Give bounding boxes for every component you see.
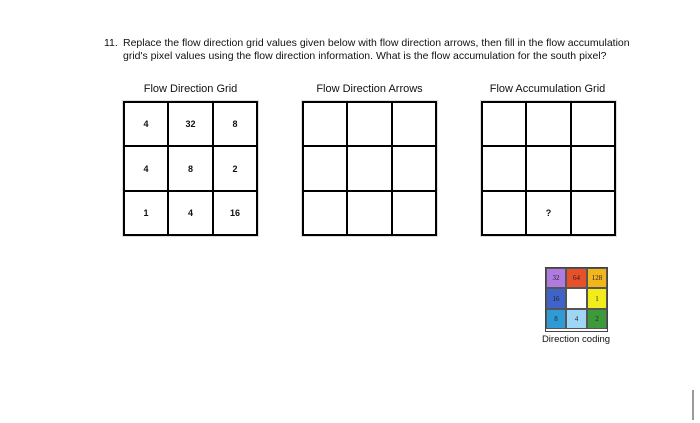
legend-cell-center bbox=[566, 288, 587, 309]
question bbox=[104, 37, 652, 63]
accumulation-cell[interactable] bbox=[571, 191, 615, 235]
direction-coding-legend bbox=[545, 267, 608, 332]
question-number: 11. bbox=[104, 37, 118, 49]
flow-accumulation-grid bbox=[481, 101, 616, 236]
legend-cell-northwest: 32 bbox=[546, 268, 566, 288]
flow-direction-grid bbox=[123, 101, 258, 236]
legend-cell-east: 1 bbox=[587, 288, 607, 309]
grid-cell: 16 bbox=[213, 191, 257, 235]
arrow-cell[interactable] bbox=[392, 146, 436, 191]
arrow-cell[interactable] bbox=[347, 146, 392, 191]
arrow-cell[interactable] bbox=[303, 102, 347, 146]
arrow-cell[interactable] bbox=[303, 146, 347, 191]
flow-direction-arrows-grid bbox=[302, 101, 437, 236]
accumulation-cell[interactable] bbox=[482, 146, 526, 191]
accumulation-cell[interactable] bbox=[482, 102, 526, 146]
legend-cell-north: 64 bbox=[566, 268, 587, 288]
arrow-cell[interactable] bbox=[392, 191, 436, 235]
scrollbar-thumb[interactable] bbox=[692, 390, 694, 420]
grid-cell: 4 bbox=[124, 102, 168, 146]
legend-cell-west: 16 bbox=[546, 288, 566, 309]
grid-cell: 8 bbox=[168, 146, 213, 191]
question-text: Replace the flow direction grid values given below with flow direction arrows, then fill in the flow accumulation grid's pixel values using the flow direction information. What is the flow accumulation for the south pixel? bbox=[123, 37, 630, 62]
legend-cell-south: 4 bbox=[566, 309, 587, 329]
accumulation-cell[interactable] bbox=[571, 146, 615, 191]
accumulation-cell[interactable] bbox=[526, 146, 571, 191]
accumulation-cell[interactable] bbox=[526, 102, 571, 146]
accumulation-cell[interactable] bbox=[482, 191, 526, 235]
grid-cell: 8 bbox=[213, 102, 257, 146]
grid-cell: 4 bbox=[168, 191, 213, 235]
accumulation-cell[interactable] bbox=[571, 102, 615, 146]
arrow-cell[interactable] bbox=[303, 191, 347, 235]
arrow-cell[interactable] bbox=[392, 102, 436, 146]
flow-direction-grid-heading: Flow Direction Grid bbox=[143, 83, 238, 95]
flow-direction-arrows-heading: Flow Direction Arrows bbox=[316, 83, 423, 95]
grid-cell: 4 bbox=[124, 146, 168, 191]
grid-cell: 2 bbox=[213, 146, 257, 191]
legend-cell-southwest: 8 bbox=[546, 309, 566, 329]
south-pixel-cell[interactable]: ? bbox=[526, 191, 571, 235]
arrow-cell[interactable] bbox=[347, 191, 392, 235]
grid-cell: 32 bbox=[168, 102, 213, 146]
grid-cell: 1 bbox=[124, 191, 168, 235]
legend-cell-southeast: 2 bbox=[587, 309, 607, 329]
arrow-cell[interactable] bbox=[347, 102, 392, 146]
flow-accumulation-grid-heading: Flow Accumulation Grid bbox=[489, 83, 606, 95]
legend-cell-northeast: 128 bbox=[587, 268, 607, 288]
legend-caption: Direction coding bbox=[541, 334, 611, 345]
